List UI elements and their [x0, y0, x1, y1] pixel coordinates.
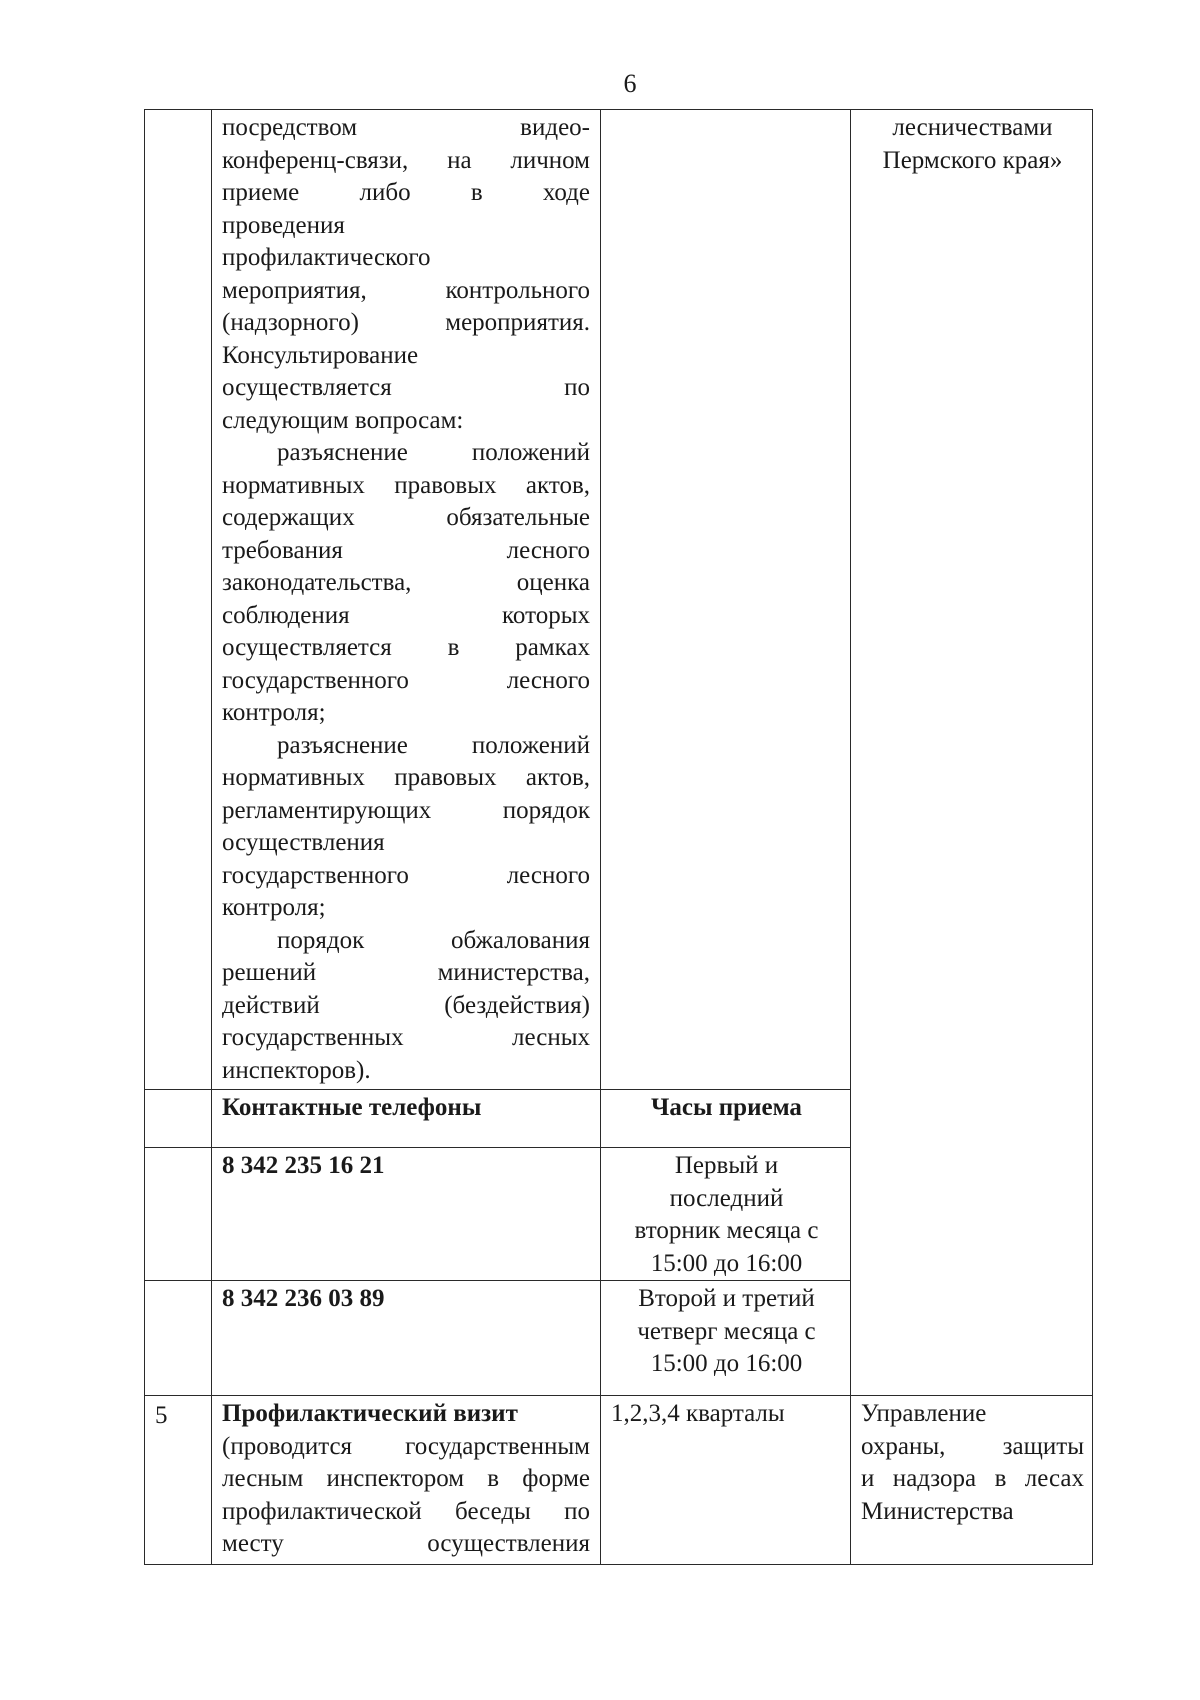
responsible-text [861, 112, 1084, 177]
phone-number: 8 342 235 16 21 [222, 1152, 385, 1179]
phones-header-label: Контактные телефоны [222, 1094, 482, 1121]
text-line: мероприятия, контрольного [222, 276, 590, 304]
text-line: 15:00 до 16:00 [650, 1350, 803, 1377]
contacts-header-phones [212, 1090, 601, 1148]
phone-number: 8 342 236 03 89 [222, 1285, 385, 1312]
text-line: четверг месяца с [637, 1317, 816, 1345]
period-cell [601, 1396, 851, 1565]
visit-responsible [861, 1398, 1084, 1528]
contacts-header-hours [601, 1090, 851, 1148]
text-line: государственного лесного [222, 861, 590, 889]
text-line: проведения [222, 211, 345, 239]
text-line: вторник месяца с [634, 1217, 819, 1244]
text-line: решений министерства, [222, 959, 590, 986]
text-line: разъяснение положений [277, 731, 590, 759]
phone-cell [212, 1281, 601, 1396]
number-cell [145, 1396, 212, 1565]
text-line: профилактического [222, 244, 431, 271]
text-line: лесным инспектором в форме [222, 1465, 590, 1492]
text-line: государственных лесных [222, 1024, 590, 1051]
text-line: профилактической беседы по [222, 1497, 590, 1525]
text-line: регламентирующих порядок [222, 796, 590, 824]
text-line: Министерства [861, 1497, 1014, 1525]
table-row [145, 110, 1093, 1090]
number-cell [145, 1148, 212, 1281]
text-line: (надзорного) мероприятия. [222, 309, 590, 336]
text-line: законодательства, оценка [222, 569, 590, 596]
text-line: осуществляется по [222, 374, 590, 401]
period-cell [601, 110, 851, 1090]
text-line: Управление [861, 1400, 987, 1427]
text-line: посредством видео- [222, 114, 590, 141]
text-line: Консультирование [222, 341, 419, 369]
text-line: 15:00 до 16:00 [650, 1249, 803, 1277]
text-line: Второй и третий [638, 1285, 815, 1312]
text-line: конференц-связи, на личном [222, 146, 590, 174]
row-number: 5 [155, 1402, 168, 1429]
page-number: 6 [623, 69, 637, 98]
text-line: (проводится государственным [222, 1432, 590, 1460]
text-line: контроля; [222, 699, 326, 726]
hours-text [611, 1150, 842, 1280]
text-line: разъяснение положений [277, 439, 590, 466]
text-line: инспекторов). [222, 1056, 371, 1084]
text-line: Первый и [674, 1152, 779, 1179]
text-line: нормативных правовых актов, [222, 764, 590, 791]
responsible-cell [851, 110, 1093, 1396]
consultation-description-cell [212, 110, 601, 1090]
visit-description-cell [212, 1396, 601, 1565]
visit-period: 1,2,3,4 кварталы [611, 1400, 785, 1427]
phone-cell [212, 1148, 601, 1281]
text-line: приеме либо в ходе [222, 179, 590, 206]
hours-cell [601, 1281, 851, 1396]
text-line: последний [669, 1184, 784, 1212]
hours-header-label: Часы приема [651, 1094, 802, 1121]
text-line: Пермского края» [882, 146, 1063, 174]
text-line: требования лесного [222, 536, 590, 564]
visit-title: Профилактический визит [222, 1400, 518, 1427]
text-line: контроля; [222, 894, 326, 921]
text-line: соблюдения которых [222, 601, 590, 629]
text-line: лесничествами [892, 114, 1053, 141]
text-line: осуществляется в рамках [222, 634, 590, 661]
table-row [145, 1396, 1093, 1565]
text-line: порядок обжалования [277, 926, 590, 954]
text-line: охраны, защиты [861, 1432, 1084, 1460]
consultation-text [222, 112, 590, 1087]
plan-table [144, 109, 1093, 1565]
responsible-cell [851, 1396, 1093, 1565]
text-line: месту осуществления [222, 1530, 590, 1557]
hours-text [611, 1283, 842, 1381]
text-line: содержащих обязательные [222, 504, 590, 531]
text-line: нормативных правовых актов, [222, 471, 590, 499]
text-line: следующим вопросам: [222, 406, 464, 434]
number-cell [145, 110, 212, 1090]
number-cell [145, 1090, 212, 1148]
text-line: осуществления [222, 829, 385, 856]
visit-description [222, 1431, 590, 1561]
text-line: и надзора в лесах [861, 1465, 1084, 1492]
hours-cell [601, 1148, 851, 1281]
text-line: государственного лесного [222, 666, 590, 694]
text-line: действий (бездействия) [222, 991, 590, 1019]
number-cell [145, 1281, 212, 1396]
